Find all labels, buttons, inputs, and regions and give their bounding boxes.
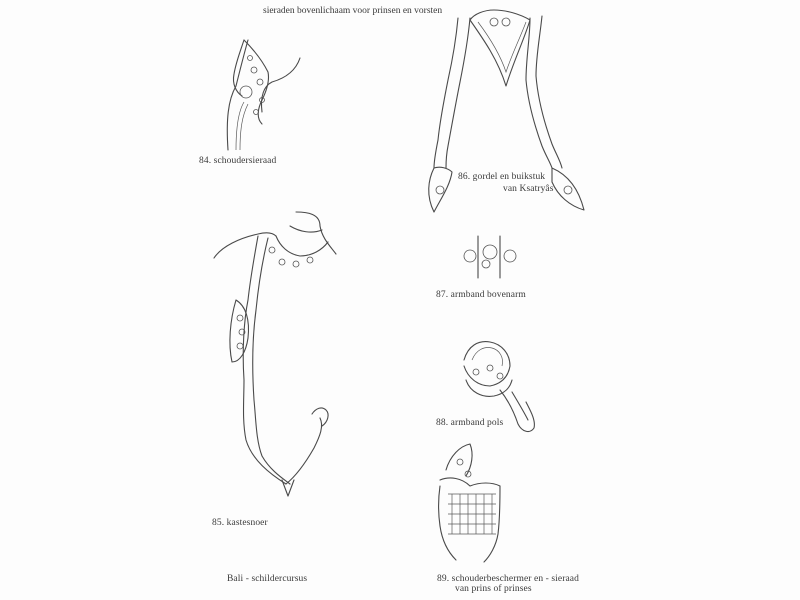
caption-89-line2: van prins of prinses xyxy=(455,584,532,594)
shoulder-ornament-drawing xyxy=(227,40,300,150)
caption-88: 88. armband pols xyxy=(436,418,504,428)
caption-86-line1: 86. gordel en buikstuk xyxy=(458,172,546,182)
shoulder-guard-drawing xyxy=(439,444,501,562)
footer-text: Bali - schildercursus xyxy=(227,574,308,584)
caption-84: 84. schoudersieraad xyxy=(199,156,277,166)
caption-87: 87. armband bovenarm xyxy=(436,290,526,300)
upper-arm-band-drawing xyxy=(464,236,516,278)
page-title: sieraden bovenlichaam voor prinsen en vorsten xyxy=(263,6,443,16)
caste-cord-drawing xyxy=(214,212,336,496)
caption-86-line2: van Ksatryâs xyxy=(503,184,554,194)
caption-89-line1: 89. schouderbeschermer en - sieraad xyxy=(437,574,579,584)
caption-85: 85. kastesnoer xyxy=(212,518,268,528)
